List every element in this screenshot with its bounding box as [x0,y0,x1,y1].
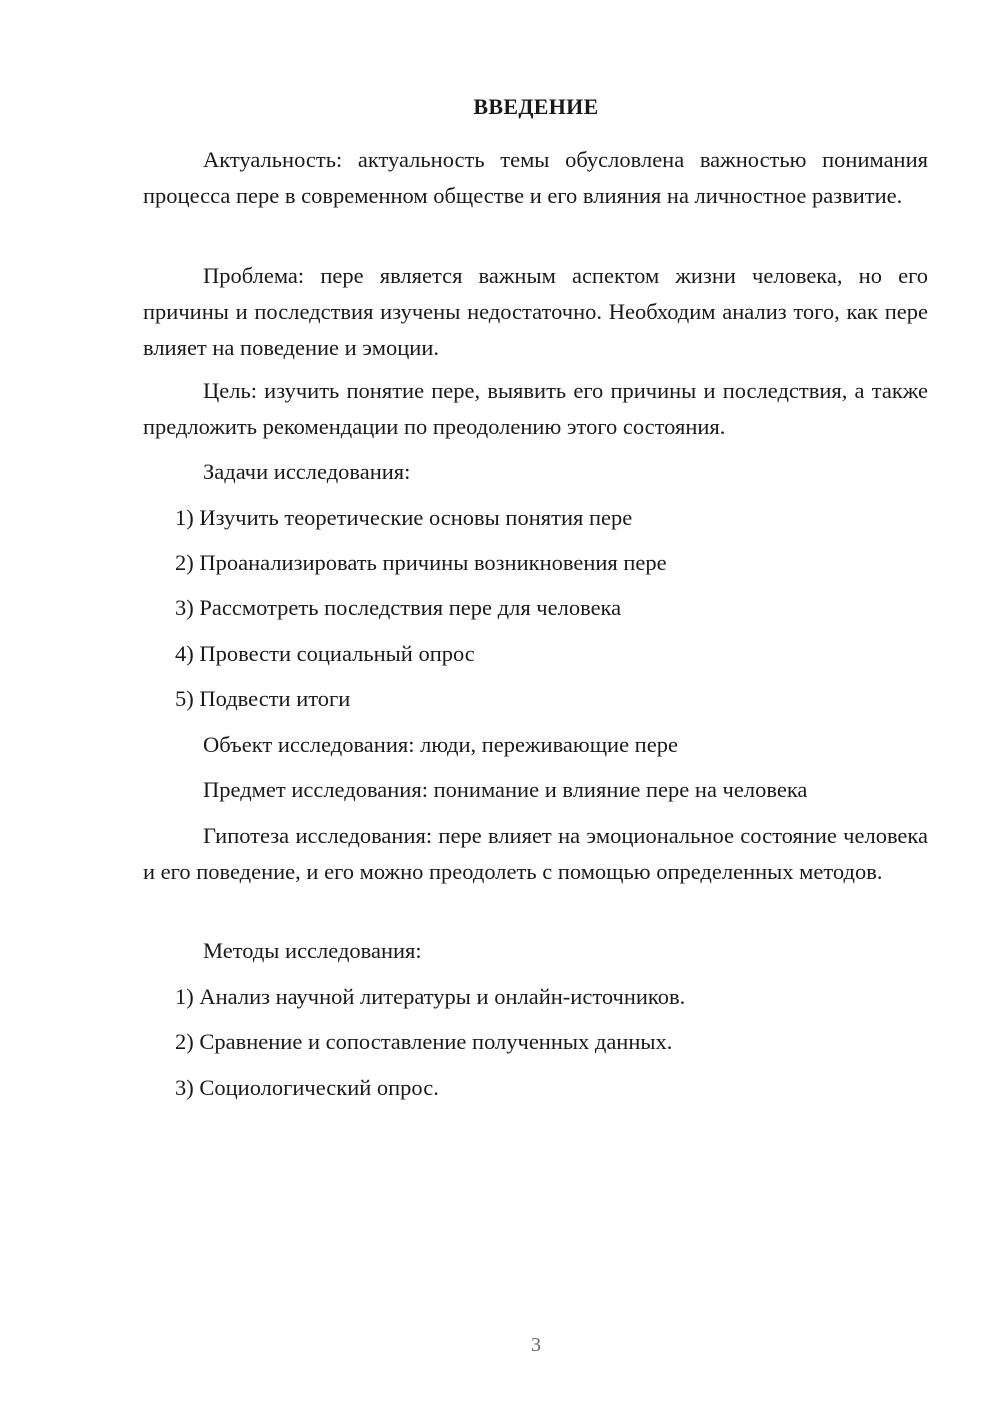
tasks-heading-block [143,454,928,490]
object-line: Объект исследования: люди, переживающие пере [203,732,678,757]
page-number: 3 [531,1334,541,1356]
tasks-list [143,500,928,536]
tasks-list [143,590,928,626]
problem-block [143,258,928,366]
section-title: ВВЕДЕНИЕ [473,94,599,119]
list-item: 2) Сравнение и сопоставление полученных данных. [175,1029,673,1054]
list-item: 5) Подвести итоги [175,686,351,711]
list-item: 3) Рассмотреть последствия пере для человека [175,595,622,620]
list-item: 1) Изучить теоретические основы понятия пере [175,505,633,530]
goal-paragraph: Цель: изучить понятие пере, выявить его причины и последствия, а также предложить рекомендации по преодолению этого состояния. [143,378,928,439]
tasks-list [143,545,928,581]
hypothesis-block [143,818,928,890]
tasks-list [143,636,928,672]
methods-list [143,1070,928,1106]
goal-block [143,373,928,445]
relevance-block [143,142,928,214]
list-item: 2) Проанализировать причины возникновения пере [175,550,667,575]
problem-paragraph: Проблема: пере является важным аспектом жизни человека, но его причины и последствия изучены недостаточно. Необходим анализ того, как пере влияет на поведение и эмоции. [143,263,928,360]
list-item: 1) Анализ научной литературы и онлайн-источников. [175,984,686,1009]
list-item: 4) Провести социальный опрос [175,641,475,666]
methods-list [143,979,928,1015]
methods-list [143,1024,928,1060]
subject-line: Предмет исследования: понимание и влияние пере на человека [203,777,808,802]
subject-block [143,772,928,808]
hypothesis-paragraph: Гипотеза исследования: пере влияет на эмоциональное состояние человека и его поведение, и его можно преодолеть с помощью определенных методов. [143,823,928,884]
methods-heading: Методы исследования: [203,938,422,963]
list-item: 3) Социологический опрос. [175,1075,439,1100]
tasks-heading: Задачи исследования: [203,459,411,484]
tasks-list [143,681,928,717]
relevance-paragraph: Актуальность: актуальность темы обусловлена важностью понимания процесса пере в современном обществе и его влияния на личностное развитие. [143,147,928,208]
methods-heading-block [143,933,928,969]
object-block [143,727,928,763]
